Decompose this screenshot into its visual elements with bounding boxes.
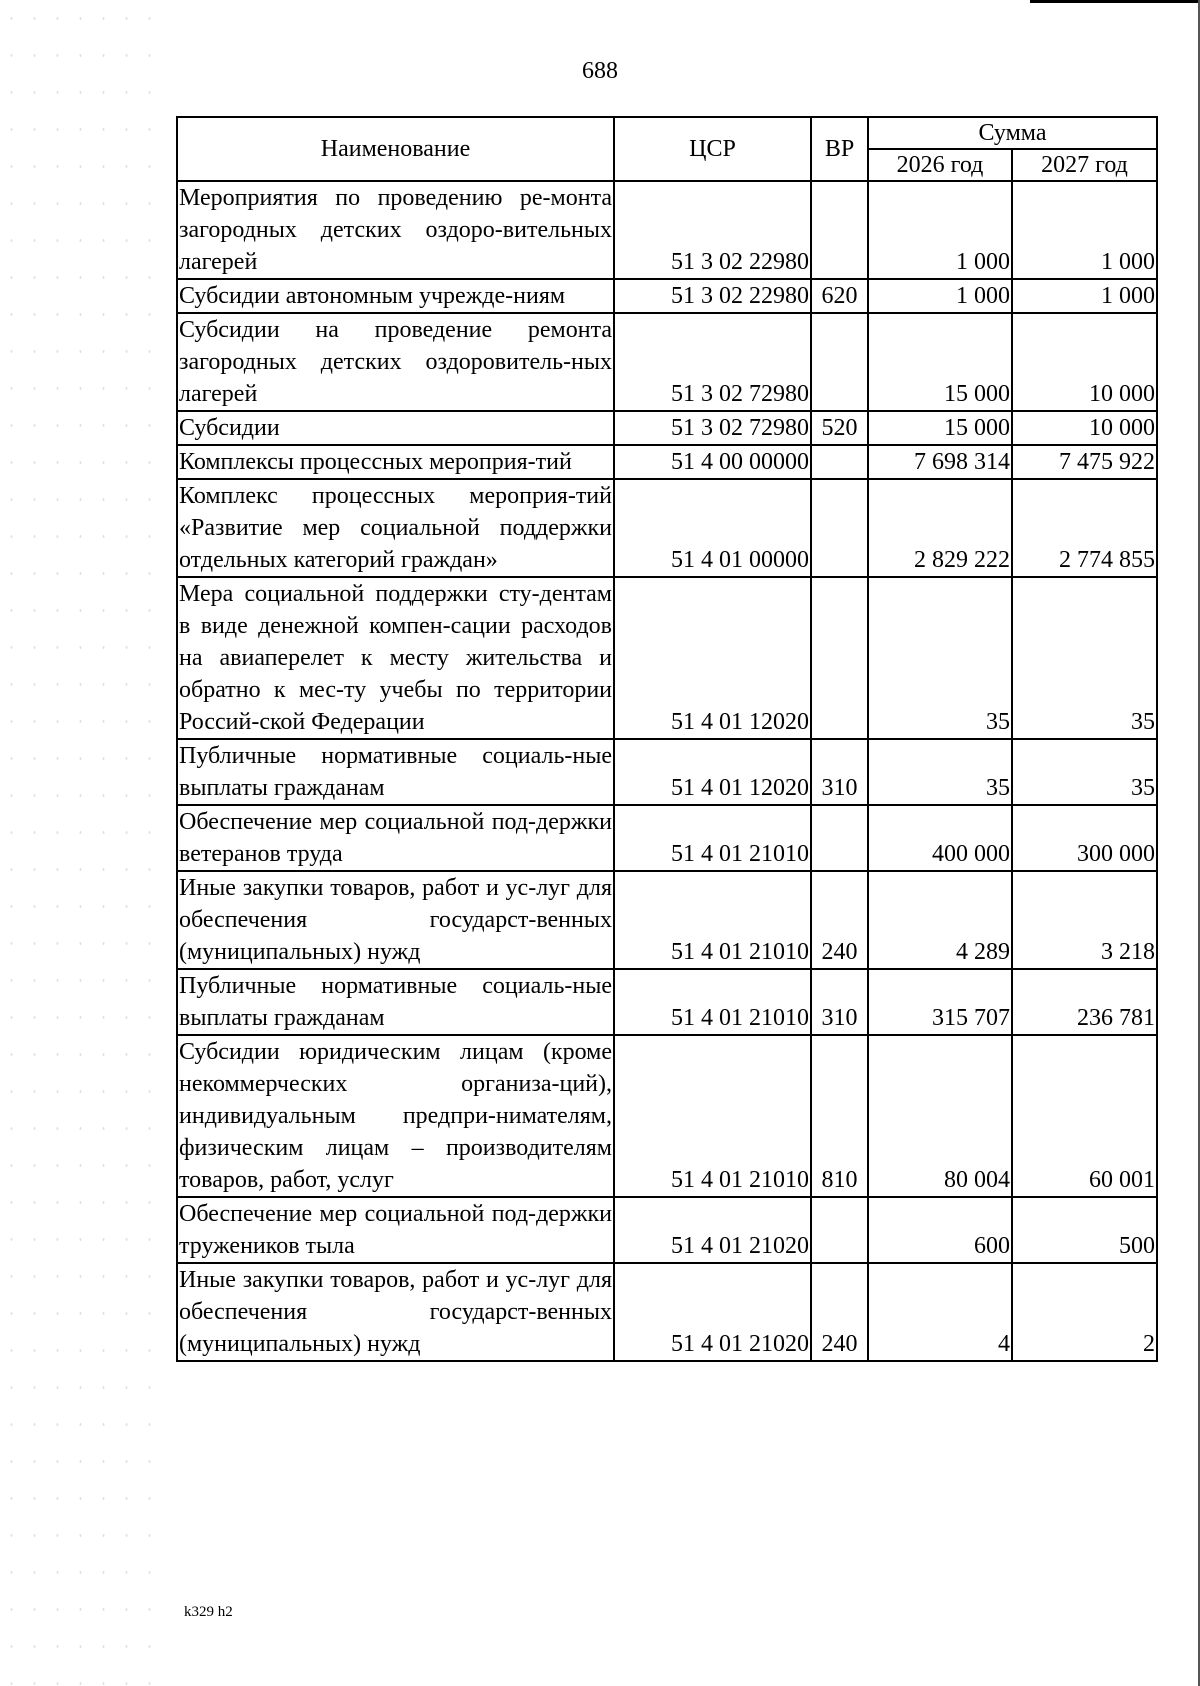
row-name: Иные закупки товаров, работ и ус-луг для обеспечения государст-венных (муниципальных) нужд <box>177 871 614 969</box>
table-row <box>177 445 1157 479</box>
row-vr: 810 <box>811 1035 868 1197</box>
row-vr <box>811 577 868 739</box>
row-name: Мера социальной поддержки сту-дентам в виде денежной компен-сации расходов на авиаперелет к месту жительства и обратно к мес-ту учебы по территории Россий-ской Федерации <box>177 577 614 739</box>
table-row <box>177 1263 1157 1361</box>
row-csr: 51 4 01 21020 <box>614 1197 811 1263</box>
row-amount-2026: 7 698 314 <box>868 445 1012 479</box>
row-name: Субсидии юридическим лицам (кроме некоммерческих организа-ций), индивидуальным предпри-нимателям, физическим лицам – производителям товаров, работ, услуг <box>177 1035 614 1197</box>
table-row <box>177 411 1157 445</box>
row-name: Обеспечение мер социальной под-держки ветеранов труда <box>177 805 614 871</box>
table-row <box>177 1197 1157 1263</box>
row-amount-2026: 2 829 222 <box>868 479 1012 577</box>
row-amount-2026: 35 <box>868 739 1012 805</box>
table-header <box>177 117 1157 181</box>
row-amount-2026: 4 289 <box>868 871 1012 969</box>
table-row <box>177 871 1157 969</box>
row-csr: 51 4 01 12020 <box>614 739 811 805</box>
header-vr: ВР <box>811 117 868 181</box>
row-csr: 51 4 01 00000 <box>614 479 811 577</box>
row-amount-2027: 60 001 <box>1012 1035 1157 1197</box>
table-row <box>177 279 1157 313</box>
row-name: Субсидии на проведение ремонта загородных детских оздоровитель-ных лагерей <box>177 313 614 411</box>
row-amount-2027: 2 774 855 <box>1012 479 1157 577</box>
header-year-2027: 2027 год <box>1012 149 1157 181</box>
row-name: Иные закупки товаров, работ и ус-луг для обеспечения государст-венных (муниципальных) нужд <box>177 1263 614 1361</box>
scan-noise <box>0 0 160 1686</box>
table-row <box>177 969 1157 1035</box>
table-row <box>177 577 1157 739</box>
row-amount-2026: 4 <box>868 1263 1012 1361</box>
row-amount-2027: 35 <box>1012 577 1157 739</box>
table-row <box>177 805 1157 871</box>
row-amount-2027: 1 000 <box>1012 181 1157 279</box>
row-name: Публичные нормативные социаль-ные выплаты гражданам <box>177 739 614 805</box>
row-amount-2027: 10 000 <box>1012 411 1157 445</box>
row-vr: 240 <box>811 1263 868 1361</box>
row-name: Мероприятия по проведению ре-монта загородных детских оздоро-вительных лагерей <box>177 181 614 279</box>
row-amount-2027: 500 <box>1012 1197 1157 1263</box>
row-name: Субсидии <box>177 411 614 445</box>
header-sum: Сумма <box>868 117 1157 149</box>
row-vr: 520 <box>811 411 868 445</box>
row-amount-2026: 15 000 <box>868 313 1012 411</box>
row-amount-2027: 236 781 <box>1012 969 1157 1035</box>
row-vr <box>811 181 868 279</box>
row-csr: 51 3 02 72980 <box>614 313 811 411</box>
row-amount-2026: 400 000 <box>868 805 1012 871</box>
row-csr: 51 3 02 72980 <box>614 411 811 445</box>
row-vr: 240 <box>811 871 868 969</box>
row-amount-2026: 600 <box>868 1197 1012 1263</box>
row-amount-2026: 35 <box>868 577 1012 739</box>
row-vr <box>811 805 868 871</box>
row-csr: 51 4 00 00000 <box>614 445 811 479</box>
table-row <box>177 313 1157 411</box>
row-csr: 51 4 01 21010 <box>614 805 811 871</box>
row-name: Субсидии автономным учрежде-ниям <box>177 279 614 313</box>
row-vr <box>811 479 868 577</box>
row-csr: 51 3 02 22980 <box>614 279 811 313</box>
row-vr <box>811 445 868 479</box>
header-year-2026: 2026 год <box>868 149 1012 181</box>
table-row <box>177 739 1157 805</box>
footer-code: k329 h2 <box>184 1604 233 1620</box>
row-csr: 51 4 01 12020 <box>614 577 811 739</box>
row-amount-2026: 1 000 <box>868 279 1012 313</box>
row-amount-2026: 15 000 <box>868 411 1012 445</box>
row-amount-2027: 3 218 <box>1012 871 1157 969</box>
row-amount-2026: 315 707 <box>868 969 1012 1035</box>
row-amount-2026: 1 000 <box>868 181 1012 279</box>
row-amount-2026: 80 004 <box>868 1035 1012 1197</box>
row-name: Обеспечение мер социальной под-держки тружеников тыла <box>177 1197 614 1263</box>
row-csr: 51 4 01 21010 <box>614 1035 811 1197</box>
table-body <box>177 181 1157 1361</box>
row-csr: 51 4 01 21010 <box>614 969 811 1035</box>
header-csr: ЦСР <box>614 117 811 181</box>
table-row <box>177 181 1157 279</box>
row-vr: 310 <box>811 739 868 805</box>
row-name: Публичные нормативные социаль-ные выплаты гражданам <box>177 969 614 1035</box>
budget-table <box>176 116 1158 1362</box>
row-name: Комплексы процессных мероприя-тий <box>177 445 614 479</box>
row-amount-2027: 1 000 <box>1012 279 1157 313</box>
header-name: Наименование <box>177 117 614 181</box>
row-vr: 310 <box>811 969 868 1035</box>
row-vr: 620 <box>811 279 868 313</box>
top-rule <box>1030 0 1200 3</box>
row-amount-2027: 7 475 922 <box>1012 445 1157 479</box>
row-amount-2027: 300 000 <box>1012 805 1157 871</box>
row-amount-2027: 10 000 <box>1012 313 1157 411</box>
table-row <box>177 1035 1157 1197</box>
row-csr: 51 4 01 21010 <box>614 871 811 969</box>
row-vr <box>811 1197 868 1263</box>
row-csr: 51 3 02 22980 <box>614 181 811 279</box>
row-amount-2027: 2 <box>1012 1263 1157 1361</box>
table-row <box>177 479 1157 577</box>
page-number: 688 <box>582 58 618 84</box>
row-name: Комплекс процессных мероприя-тий «Развитие мер социальной поддержки отдельных категорий граждан» <box>177 479 614 577</box>
row-amount-2027: 35 <box>1012 739 1157 805</box>
row-csr: 51 4 01 21020 <box>614 1263 811 1361</box>
row-vr <box>811 313 868 411</box>
